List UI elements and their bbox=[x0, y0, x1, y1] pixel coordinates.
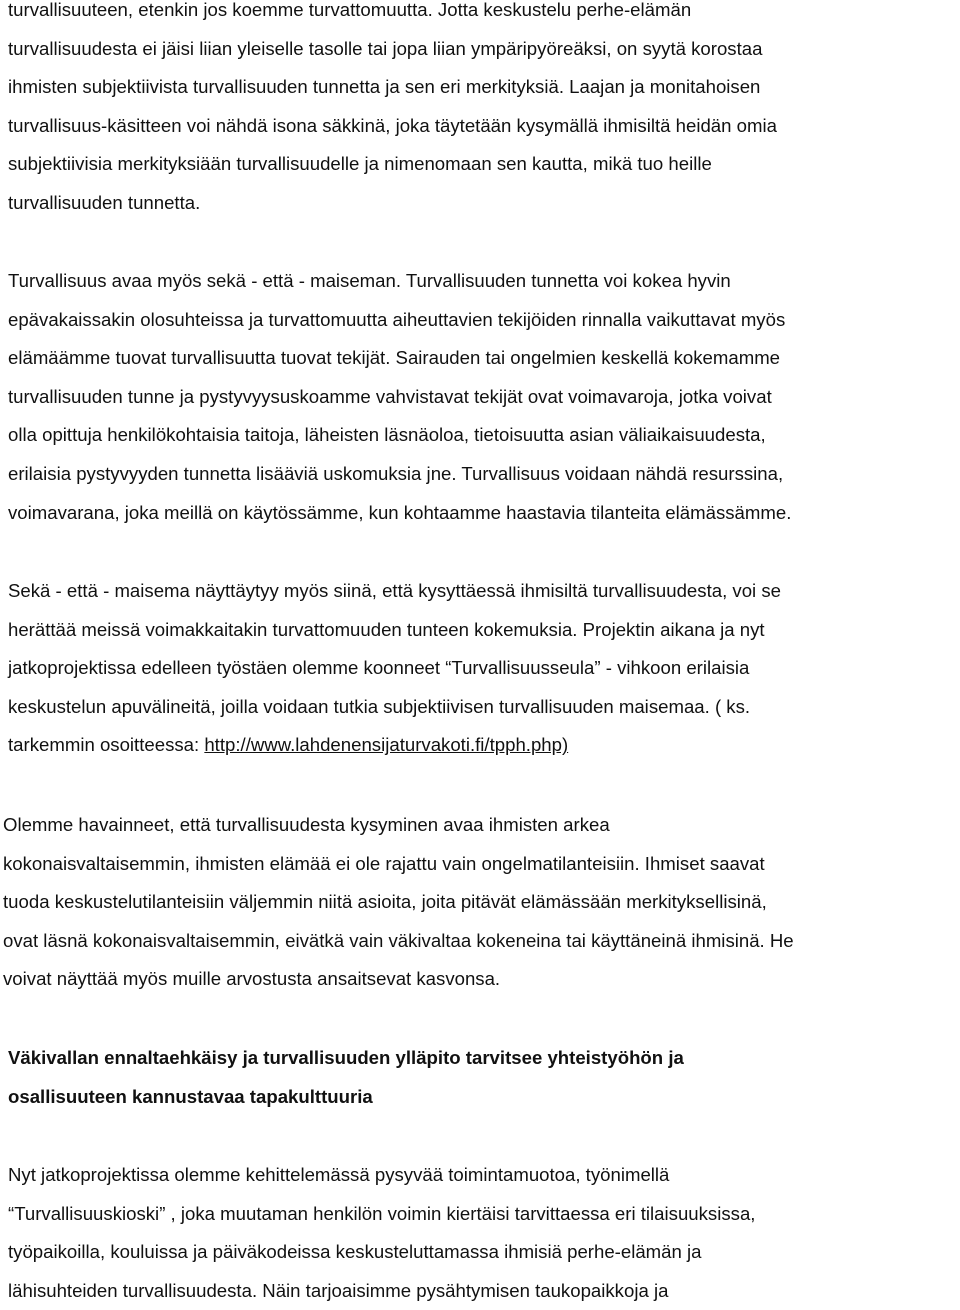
website-link[interactable]: http://www.lahdenensijaturvakoti.fi/tpph.php) bbox=[204, 734, 569, 756]
heading-line: osallisuuteen kannustavaa tapakulttuuria bbox=[8, 1085, 373, 1107]
paragraph-both-and-landscape bbox=[8, 262, 791, 532]
text-line: ovat läsnä kokonaisvaltaisemmin, eivätkä vain väkivaltaa kokeneina tai käyttäneinä ihmisinä. He bbox=[3, 929, 794, 951]
text-line: Turvallisuus avaa myös sekä - että - maiseman. Turvallisuuden tunnetta voi kokea hyvin bbox=[8, 270, 731, 291]
text-line: keskustelun apuvälineitä, joilla voidaan tutkia subjektiivisen turvallisuuden maisemaa. ( ks. bbox=[8, 695, 751, 717]
text-line: subjektiivisia merkityksiään turvallisuudelle ja nimenomaan sen kautta, mikä tuo heille bbox=[8, 153, 712, 175]
section-heading bbox=[8, 1039, 684, 1116]
text-line: jatkoprojektissa edelleen työstäen olemme koonneet “Turvallisuusseula” - vihkoon erilaisia bbox=[8, 657, 750, 679]
text-line: elämäämme tuovat turvallisuutta tuovat tekijät. Sairauden tai ongelmien keskellä kokemamme bbox=[8, 347, 781, 369]
text-line: “Turvallisuuskioski” , joka muutaman henkilön voimin kiertäisi tarvittaessa eri tilaisuuksissa, bbox=[8, 1202, 756, 1224]
text-line: ihmisten subjektiivista turvallisuuden tunnetta ja sen eri merkityksiä. Laajan ja monitahoisen bbox=[8, 76, 761, 98]
text-line: Nyt jatkoprojektissa olemme kehittelemässä pysyvää toimintamuotoa, työnimellä bbox=[8, 1164, 670, 1185]
text-line: työpaikoilla, kouluissa ja päiväkodeissa keskusteluttamassa ihmisiä perhe-elämän ja bbox=[8, 1241, 702, 1263]
text-line: epävakaissakin olosuhteissa ja turvattomuutta aiheuttavien tekijöiden rinnalla vaikuttavat myös bbox=[8, 308, 786, 330]
text-line: tuoda keskustelutilanteisiin väljemmin niitä asioita, joita pitävät elämässään merkityksellisinä, bbox=[3, 891, 767, 913]
text-line: turvallisuuden tunne ja pystyvyysuskoamme vahvistavat tekijät ovat voimavaroja, jotka voivat bbox=[8, 385, 772, 407]
text-line: Olemme havainneet, että turvallisuudesta kysyminen avaa ihmisten arkea bbox=[3, 814, 610, 835]
text-line: turvallisuus-käsitteen voi nähdä isona säkkinä, joka täytetään kysymällä ihmisiltä heidän omia bbox=[8, 114, 777, 136]
paragraph-safety-kiosk bbox=[8, 1156, 755, 1310]
text-line: lähisuhteiden turvallisuudesta. Näin tarjoaisimme pysähtymisen taukopaikkoja ja bbox=[8, 1279, 669, 1301]
text-line: voivat näyttää myös muille arvostusta ansaitsevat kasvonsa. bbox=[3, 968, 501, 990]
text-line: turvallisuudesta ei jäisi liian yleiselle tasolle tai jopa liian ympäripyöreäksi, on syytä korostaa bbox=[8, 37, 763, 59]
text-line: turvallisuuden tunnetta. bbox=[8, 191, 201, 213]
text-line: herättää meissä voimakkaitakin turvattomuuden tunteen kokemuksia. Projektin aikana ja nyt bbox=[8, 618, 765, 640]
link-prefix-text: tarkemmin osoitteessa: bbox=[8, 734, 205, 756]
text-line: voimavarana, joka meillä on käytössämme, kun kohtaamme haastavia tilanteita elämässämme. bbox=[8, 501, 792, 523]
paragraph-safety-sieve bbox=[8, 572, 781, 765]
text-line: Sekä - että - maisema näyttäytyy myös siinä, että kysyttäessä ihmisiltä turvallisuudesta, voi se bbox=[8, 580, 781, 601]
text-line: erilaisia pystyvyyden tunnetta lisääviä uskomuksia jne. Turvallisuus voidaan nähdä resurssina, bbox=[8, 462, 784, 484]
paragraph-subjective-safety bbox=[8, 0, 777, 223]
paragraph-holistic-view bbox=[3, 806, 794, 999]
text-line-with-link bbox=[8, 726, 781, 765]
text-line: turvallisuuteen, etenkin jos koemme turvattomuutta. Jotta keskustelu perhe-elämän bbox=[8, 0, 692, 20]
heading-line: Väkivallan ennaltaehkäisy ja turvallisuuden ylläpito tarvitsee yhteistyöhön ja bbox=[8, 1047, 684, 1068]
text-line: olla opittuja henkilökohtaisia taitoja, läheisten läsnäoloa, tietoisuutta asian väliaikaisuudesta, bbox=[8, 424, 766, 446]
text-line: kokonaisvaltaisemmin, ihmisten elämää ei ole rajattu vain ongelmatilanteisiin. Ihmiset saavat bbox=[3, 852, 765, 874]
